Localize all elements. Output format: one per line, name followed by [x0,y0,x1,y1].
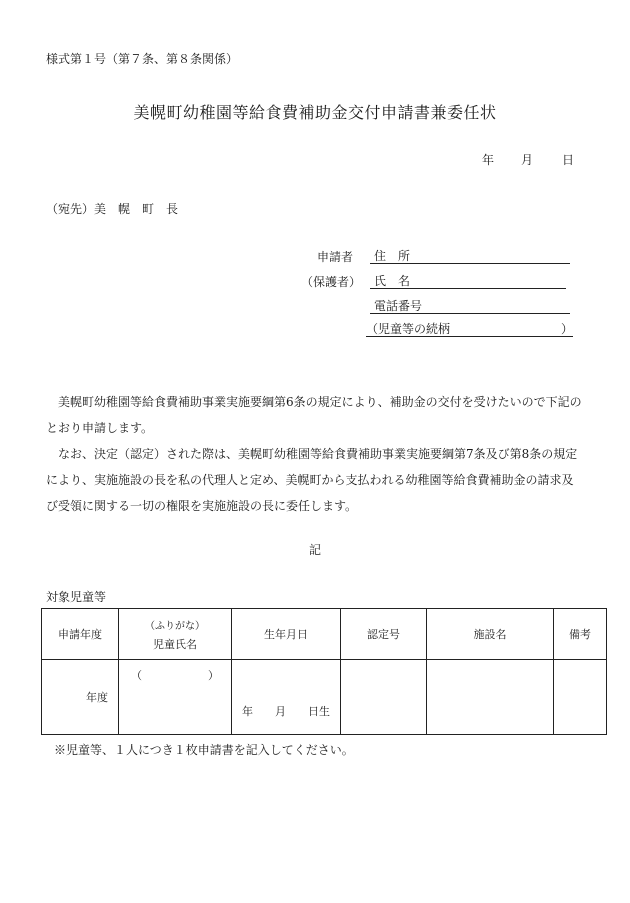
addressee: （宛先）美 幌 町 長 [46,202,179,216]
header-child-name [119,609,232,660]
furigana-parens: （ ） [131,669,219,682]
page-title: 美幌町幼稚園等給食費補助金交付申請書兼委任状 [133,103,497,122]
birth-date-cell[interactable] [232,660,341,735]
year-cell[interactable] [42,660,119,735]
body-paragraph-2: なお、決定（認定）された際は、美幌町幼稚園等給食費補助事業実施要綱第7条及び第8条の規定により、実施施設の長を私の代理人と定め、美幌町から支払われる幼稚園等給食費補助金の請求及び受領に関する一切の権限を実施施設の長に委任します。 [46,447,578,513]
relationship-close-paren: ） [560,322,573,336]
header-birth-date: 生年月日 [232,609,341,660]
birth-date-units: 年 月 日生 [242,705,330,718]
name-label: 氏 名 [374,274,411,288]
target-section-label: 対象児童等 [46,590,107,604]
ki-heading: 記 [308,543,321,557]
address-label: 住 所 [374,249,411,263]
phone-label: 電話番号 [374,299,423,313]
header-child-name-label: 児童氏名 [153,637,197,651]
guardian-label: （保護者） [301,275,362,289]
name-field[interactable] [370,272,566,289]
header-furigana: （ふりがな） [145,620,205,632]
certification-no-cell[interactable] [341,660,427,735]
year-unit-label: 年度 [86,691,108,704]
header-remarks: 備考 [554,609,607,660]
relationship-field[interactable] [366,320,573,337]
child-name-cell[interactable] [119,660,232,735]
table-header-row [42,609,607,660]
form-number: 様式第１号（第７条、第８条関係） [46,52,239,66]
applicant-label: 申請者 [317,250,354,264]
date-month-label: 月 [521,153,534,167]
header-facility-name: 施設名 [427,609,554,660]
footnote: ※児童等、１人につき１枚申請書を記入してください。 [54,743,354,757]
address-field[interactable] [370,247,570,264]
remarks-cell[interactable] [554,660,607,735]
header-certification-no: 認定号 [341,609,427,660]
target-children-table [41,608,607,735]
relationship-label: （児童等の続柄 [366,322,451,336]
date-year-label: 年 [482,153,495,167]
header-application-year: 申請年度 [42,609,119,660]
facility-name-cell[interactable] [427,660,554,735]
date-day-label: 日 [562,153,575,167]
body-paragraphs [46,389,582,519]
body-paragraph-1: 美幌町幼稚園等給食費補助事業実施要綱第6条の規定により、補助金の交付を受けたいので下記のとおり申請します。 [46,395,582,435]
phone-field[interactable] [370,297,570,314]
table-row [42,660,607,735]
